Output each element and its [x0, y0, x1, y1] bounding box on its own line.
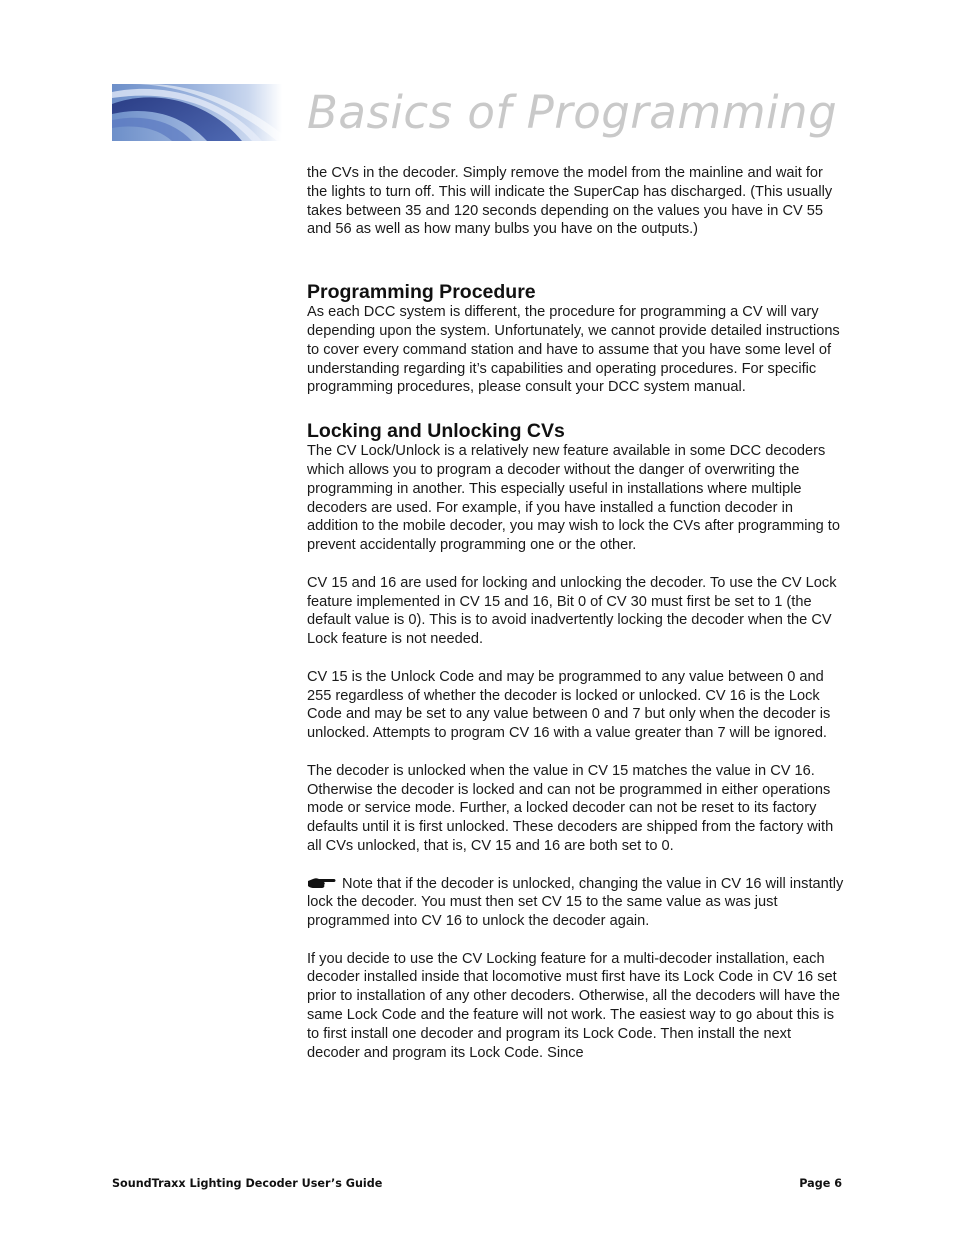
locking-paragraph-4: The decoder is unlocked when the value in CV 15 matches the value in CV 16. Otherwise the decoder is locked and can not be programmed in either operations mode or service mode. Further, a locked decoder can not be reset to its factory defaults until it is first unlocked. These decoders are shipped from the factory with all CVs unlocked, that is, CV 15 and 16 are both set to 0. [307, 762, 834, 854]
note-text: Note that if the decoder is unlocked, changing the value in CV 16 will instantly lock the decoder. You must then set CV 15 to the same value as was just programmed into CV 16 to unlock the decoder again. [307, 875, 844, 930]
note-paragraph [307, 875, 847, 931]
header-swoosh-graphic [112, 84, 282, 141]
programming-procedure-paragraph: As each DCC system is different, the procedure for programming a CV will vary depending upon the system. Unfortunately, we cannot provide detailed instructions to cover every command station and have to assume that you have some level of understanding regarding it’s capabilities and operating procedures. For specific programming procedures, please consult your DCC system manual. [307, 304, 840, 396]
page-title: Basics of Programming [307, 86, 838, 139]
pointing-hand-icon [307, 876, 337, 890]
locking-paragraph-2: CV 15 and 16 are used for locking and unlocking the decoder. To use the CV Lock feature implemented in CV 15 and 16, Bit 0 of CV 30 must first be set to 1 (the default value is 0). This is to avoid inadvertently locking the decoder when the CV Lock feature is not needed. [307, 574, 837, 648]
intro-paragraph: the CVs in the decoder. Simply remove the model from the mainline and wait for the lights to turn off. This will indicate the SuperCap has discharged. (This usually takes between 35 and 120 seconds depending on the values you have in CV 55 and 56 as well as how many bulbs you have on the outputs.) [307, 165, 833, 238]
locking-paragraph-3: CV 15 is the Unlock Code and may be programmed to any value between 0 and 255 regardless of whether the decoder is locked or unlocked. CV 16 is the Lock Code and may be set to any value between 0 and 7 but only when the decoder is unlocked. Attempts to program CV 16 with a value greater than 7 will be ignored. [307, 668, 831, 742]
locking-heading: Locking and Unlocking CVs [307, 420, 565, 443]
locking-paragraph-1: The CV Lock/Unlock is a relatively new feature available in some DCC decoders which allows you to program a decoder without the danger of overwriting the programming in another. This especially useful in installations where multiple decoders are used. For example, if you have installed a function decoder in addition to the mobile decoder, you may wish to lock the CVs after programming to prevent accidentally programming one or the other. [307, 443, 840, 554]
main-content [307, 164, 847, 1062]
footer-guide-title: SoundTraxx Lighting Decoder User’s Guide [112, 1177, 383, 1190]
locking-paragraph-5: If you decide to use the CV Locking feature for a multi-decoder installation, each decoder installed inside that locomotive must first have its Lock Code in CV 16 set prior to installation of any other decoders. Otherwise, all the decoders will have the same Lock Code and the feature will not work. The easiest way to go about this is to first install one decoder and program its Lock Code. Then install the next decoder and program its Lock Code. Since [307, 950, 840, 1061]
footer-page-number: Page 6 [799, 1177, 842, 1190]
programming-procedure-heading: Programming Procedure [307, 281, 536, 304]
